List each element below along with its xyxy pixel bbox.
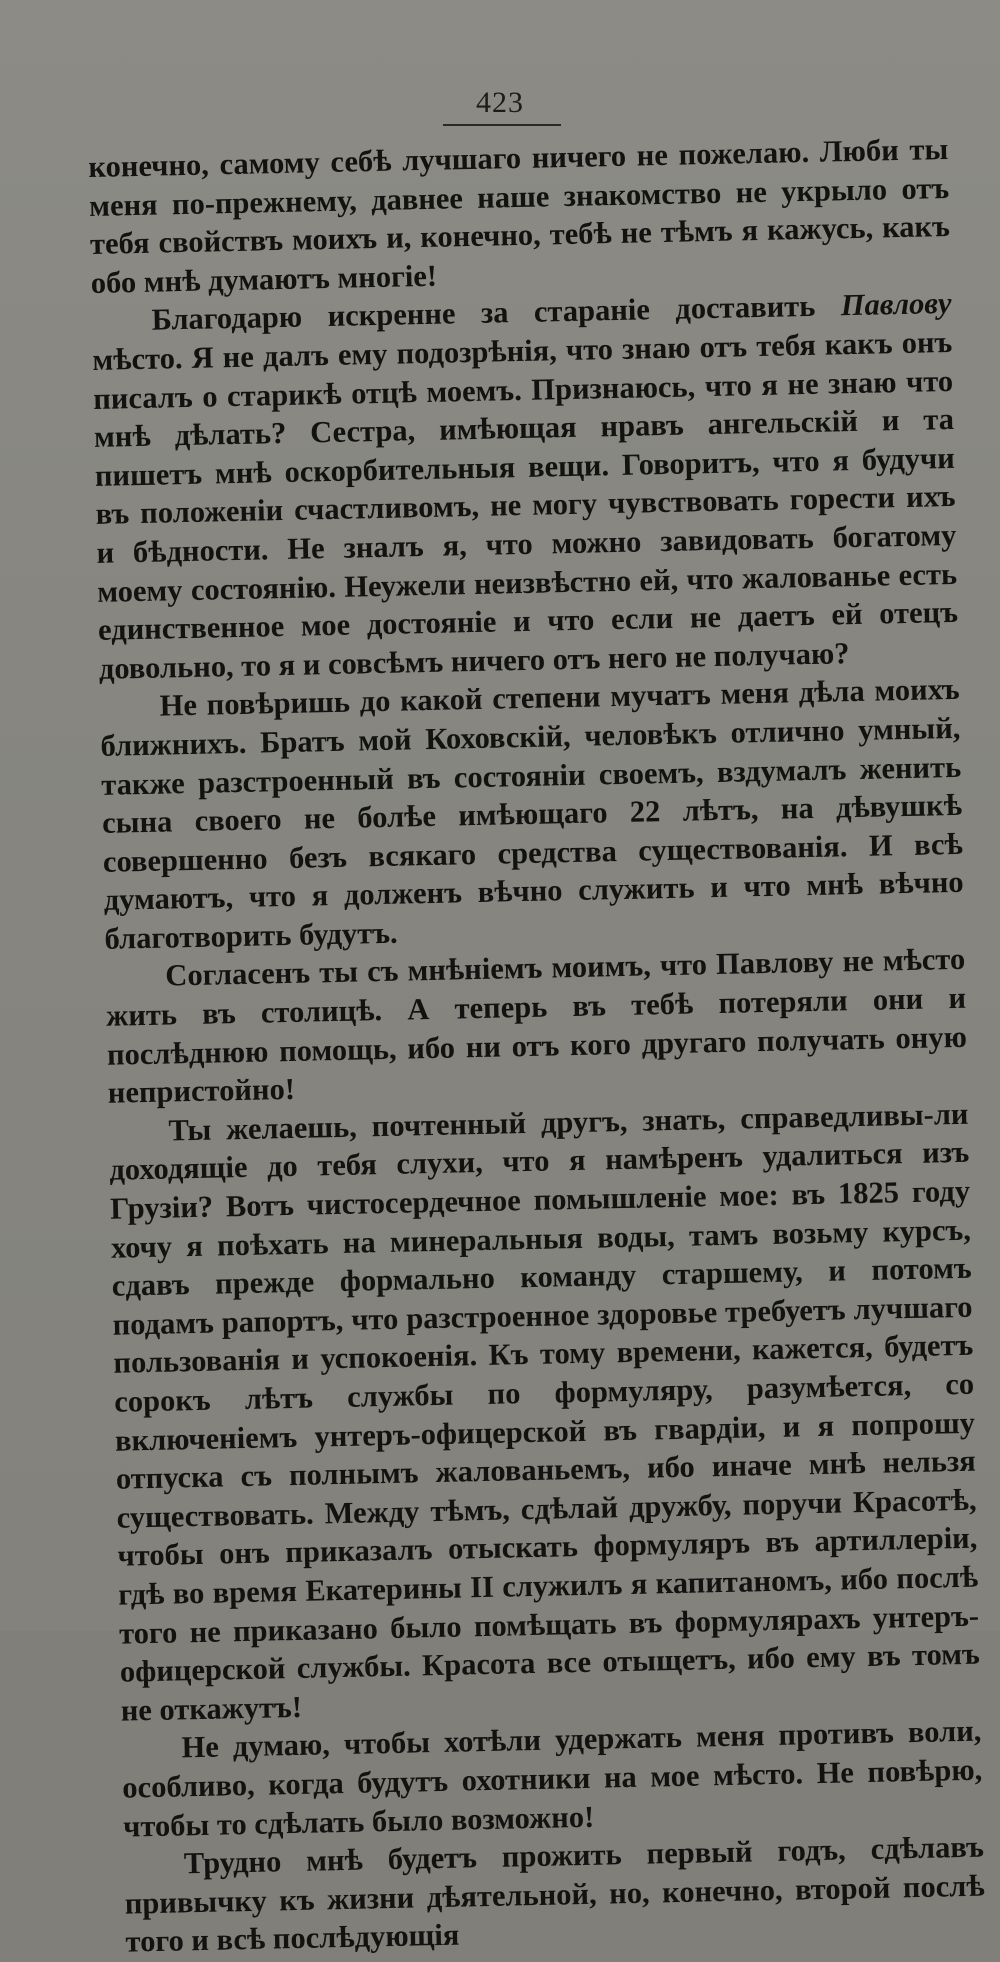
paragraph xyxy=(91,284,959,688)
paragraph: Ты желаешь, почтенный другъ, знать, справедливы-ли доходящіе до тебя слухи, что я намѣренъ удалиться изъ Грузіи? Вотъ чистосердечное помышленіе мое: въ 1825 году хочу я поѣхать на минеральныя воды, тамъ возьму курсъ, сдавъ прежде формально команду старшему, и потомъ подамъ рапортъ, что разстроенное здоровье требуетъ лучшаго пользованія и успокоенія. Къ тому времени, кажется, будетъ сорокъ лѣтъ службы по формуляру, разумѣется, со включеніемъ унтеръ-офицерской въ гвардіи, и я попрошу отпуска съ полнымъ жалованьемъ, ибо иначе мнѣ нельзя существовать. Между тѣмъ, сдѣлай дружбу, поручи Красотѣ, чтобы онъ приказалъ отыскать формуляръ въ артиллеріи, гдѣ во время Екатерины II служилъ я капитаномъ, ибо послѣ того не приказано было помѣщать въ формулярахъ унтеръ-офицерской службы. Красота все отыщетъ, ибо ему въ томъ не откажутъ! xyxy=(109,1096,981,1728)
person-name: Павлову xyxy=(840,286,952,323)
page-number: 423 xyxy=(476,86,524,119)
paragraph: Трудно мнѣ будетъ прожить первый годъ, сдѣлавъ привычку къ жизни дѣятельной, но, конечно, второй послѣ того и всѣ послѣдующія xyxy=(124,1829,985,1959)
paragraph: Не повѣришь до какой степени мучатъ меня дѣла моихъ ближнихъ. Братъ мой Коховскій, человѣкъ отлично умный, также разстроенный въ состояніи своемъ, вздумалъ женить сына своего не болѣе имѣющаго 22 лѣтъ, на дѣвушкѣ совершенно безъ всякаго средства существованія. И всѣ думаютъ, что я долженъ вѣчно служить и что мнѣ вѣчно благотворить будутъ. xyxy=(100,672,964,956)
body-text xyxy=(88,130,986,1962)
paragraph: Согласенъ ты съ мнѣніемъ моимъ, что Павлову не мѣсто жить въ столицѣ. А теперь въ тебѣ потеряли они и послѣднюю помощь, ибо ни отъ кого другаго получать оную непристойно! xyxy=(105,942,968,1111)
paragraph-text: мѣсто. Я не далъ ему подозрѣнія, что знаю отъ тебя какъ онъ писалъ о старикѣ отцѣ моемъ. Признаюсь, что я не знаю что мнѣ дѣлать? Сестра, имѣющая нравъ ангельскій и та пишетъ мнѣ оскорбительныя вещи. Говоритъ, что я будучи въ положеніи счастливомъ, не могу чувствовать горести ихъ и бѣдности. Не зналъ я, что можно завидовать богатому моему состоянію. Неужели неизвѣстно ей, что жалованье есть единственное мое достояніе и что если не даетъ ей отецъ довольно, то я и совсѣмъ ничего отъ него не получаю? xyxy=(92,324,959,686)
paragraph: конечно, самому себѣ лучшаго ничего не пожелаю. Люби ты меня по-прежнему, давнее наше знакомство не укрыло отъ тебя свойствъ моихъ и, конечно, тебѣ не тѣмъ я кажусь, какъ обо мнѣ думаютъ многіе! xyxy=(88,131,951,300)
paragraph-text: Благодарю искренне за стараніе доставить xyxy=(151,288,842,338)
paragraph: Не думаю, чтобы хотѣли удержать меня противъ воли, особливо, когда будутъ охотники на мое мѣсто. Не повѣрю, чтобы то сдѣлать было возможно! xyxy=(121,1713,983,1844)
header-rule xyxy=(443,124,561,126)
